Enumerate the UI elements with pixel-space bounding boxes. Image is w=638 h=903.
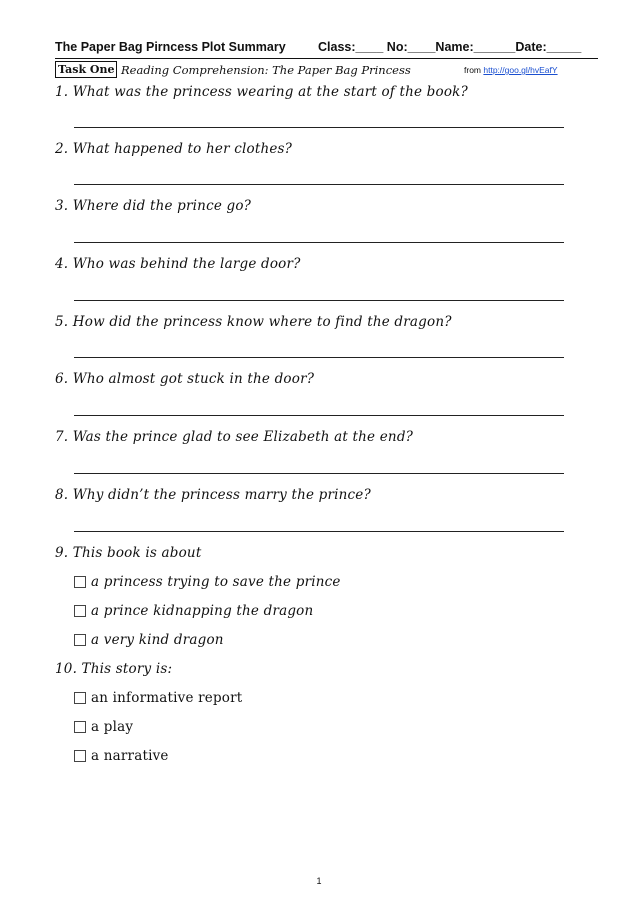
checkbox-icon[interactable]: [74, 721, 86, 733]
answer-line-3[interactable]: [74, 242, 564, 243]
answer-line-6[interactable]: [74, 415, 564, 416]
question-2: 2. What happened to her clothes?: [55, 141, 293, 157]
source-prefix: from: [464, 65, 484, 75]
checkbox-icon[interactable]: [74, 605, 86, 617]
q9-option-1[interactable]: [74, 574, 341, 590]
task-source: [464, 65, 558, 75]
answer-line-2[interactable]: [74, 184, 564, 185]
question-10: 10. This story is:: [55, 661, 173, 677]
page-number: 1: [316, 876, 322, 886]
q10-option-2-label: a play: [91, 719, 134, 735]
question-9: 9. This book is about: [55, 545, 202, 561]
answer-line-7[interactable]: [74, 473, 564, 474]
worksheet-title: The Paper Bag Pirncess Plot Summary: [55, 40, 286, 54]
question-5: 5. How did the princess know where to find the dragon?: [55, 314, 452, 330]
checkbox-icon[interactable]: [74, 692, 86, 704]
question-4: 4. Who was behind the large door?: [55, 256, 301, 272]
q9-option-2[interactable]: [74, 603, 313, 619]
answer-line-8[interactable]: [74, 531, 564, 532]
header-divider: [55, 58, 598, 59]
q10-option-1-label: an informative report: [91, 690, 243, 706]
q10-option-1[interactable]: [74, 690, 242, 706]
task-label: Task One: [55, 61, 117, 78]
question-3: 3. Where did the prince go?: [55, 198, 252, 214]
q9-option-1-label: a princess trying to save the prince: [91, 574, 341, 590]
student-info-fields[interactable]: Class:____ No:____Name:______Date:_____: [318, 40, 582, 54]
q10-option-3-label: a narrative: [91, 748, 169, 764]
answer-line-5[interactable]: [74, 357, 564, 358]
q9-option-3-label: a very kind dragon: [91, 632, 224, 648]
q9-option-2-label: a prince kidnapping the dragon: [91, 603, 314, 619]
q9-option-3[interactable]: [74, 632, 224, 648]
answer-line-1[interactable]: [74, 127, 564, 128]
checkbox-icon[interactable]: [74, 576, 86, 588]
checkbox-icon[interactable]: [74, 634, 86, 646]
answer-line-4[interactable]: [74, 300, 564, 301]
task-row: [55, 61, 600, 79]
question-1: 1. What was the princess wearing at the start of the book?: [55, 84, 468, 100]
source-link[interactable]: http://goo.gl/hvEafY: [483, 65, 558, 75]
question-6: 6. Who almost got stuck in the door?: [55, 371, 315, 387]
question-7: 7. Was the prince glad to see Elizabeth at the end?: [55, 429, 414, 445]
question-8: 8. Why didn’t the princess marry the prince?: [55, 487, 371, 503]
q10-option-2[interactable]: [74, 719, 133, 735]
q10-option-3[interactable]: [74, 748, 169, 764]
checkbox-icon[interactable]: [74, 750, 86, 762]
task-subtitle: Reading Comprehension: The Paper Bag Princess: [121, 63, 411, 77]
